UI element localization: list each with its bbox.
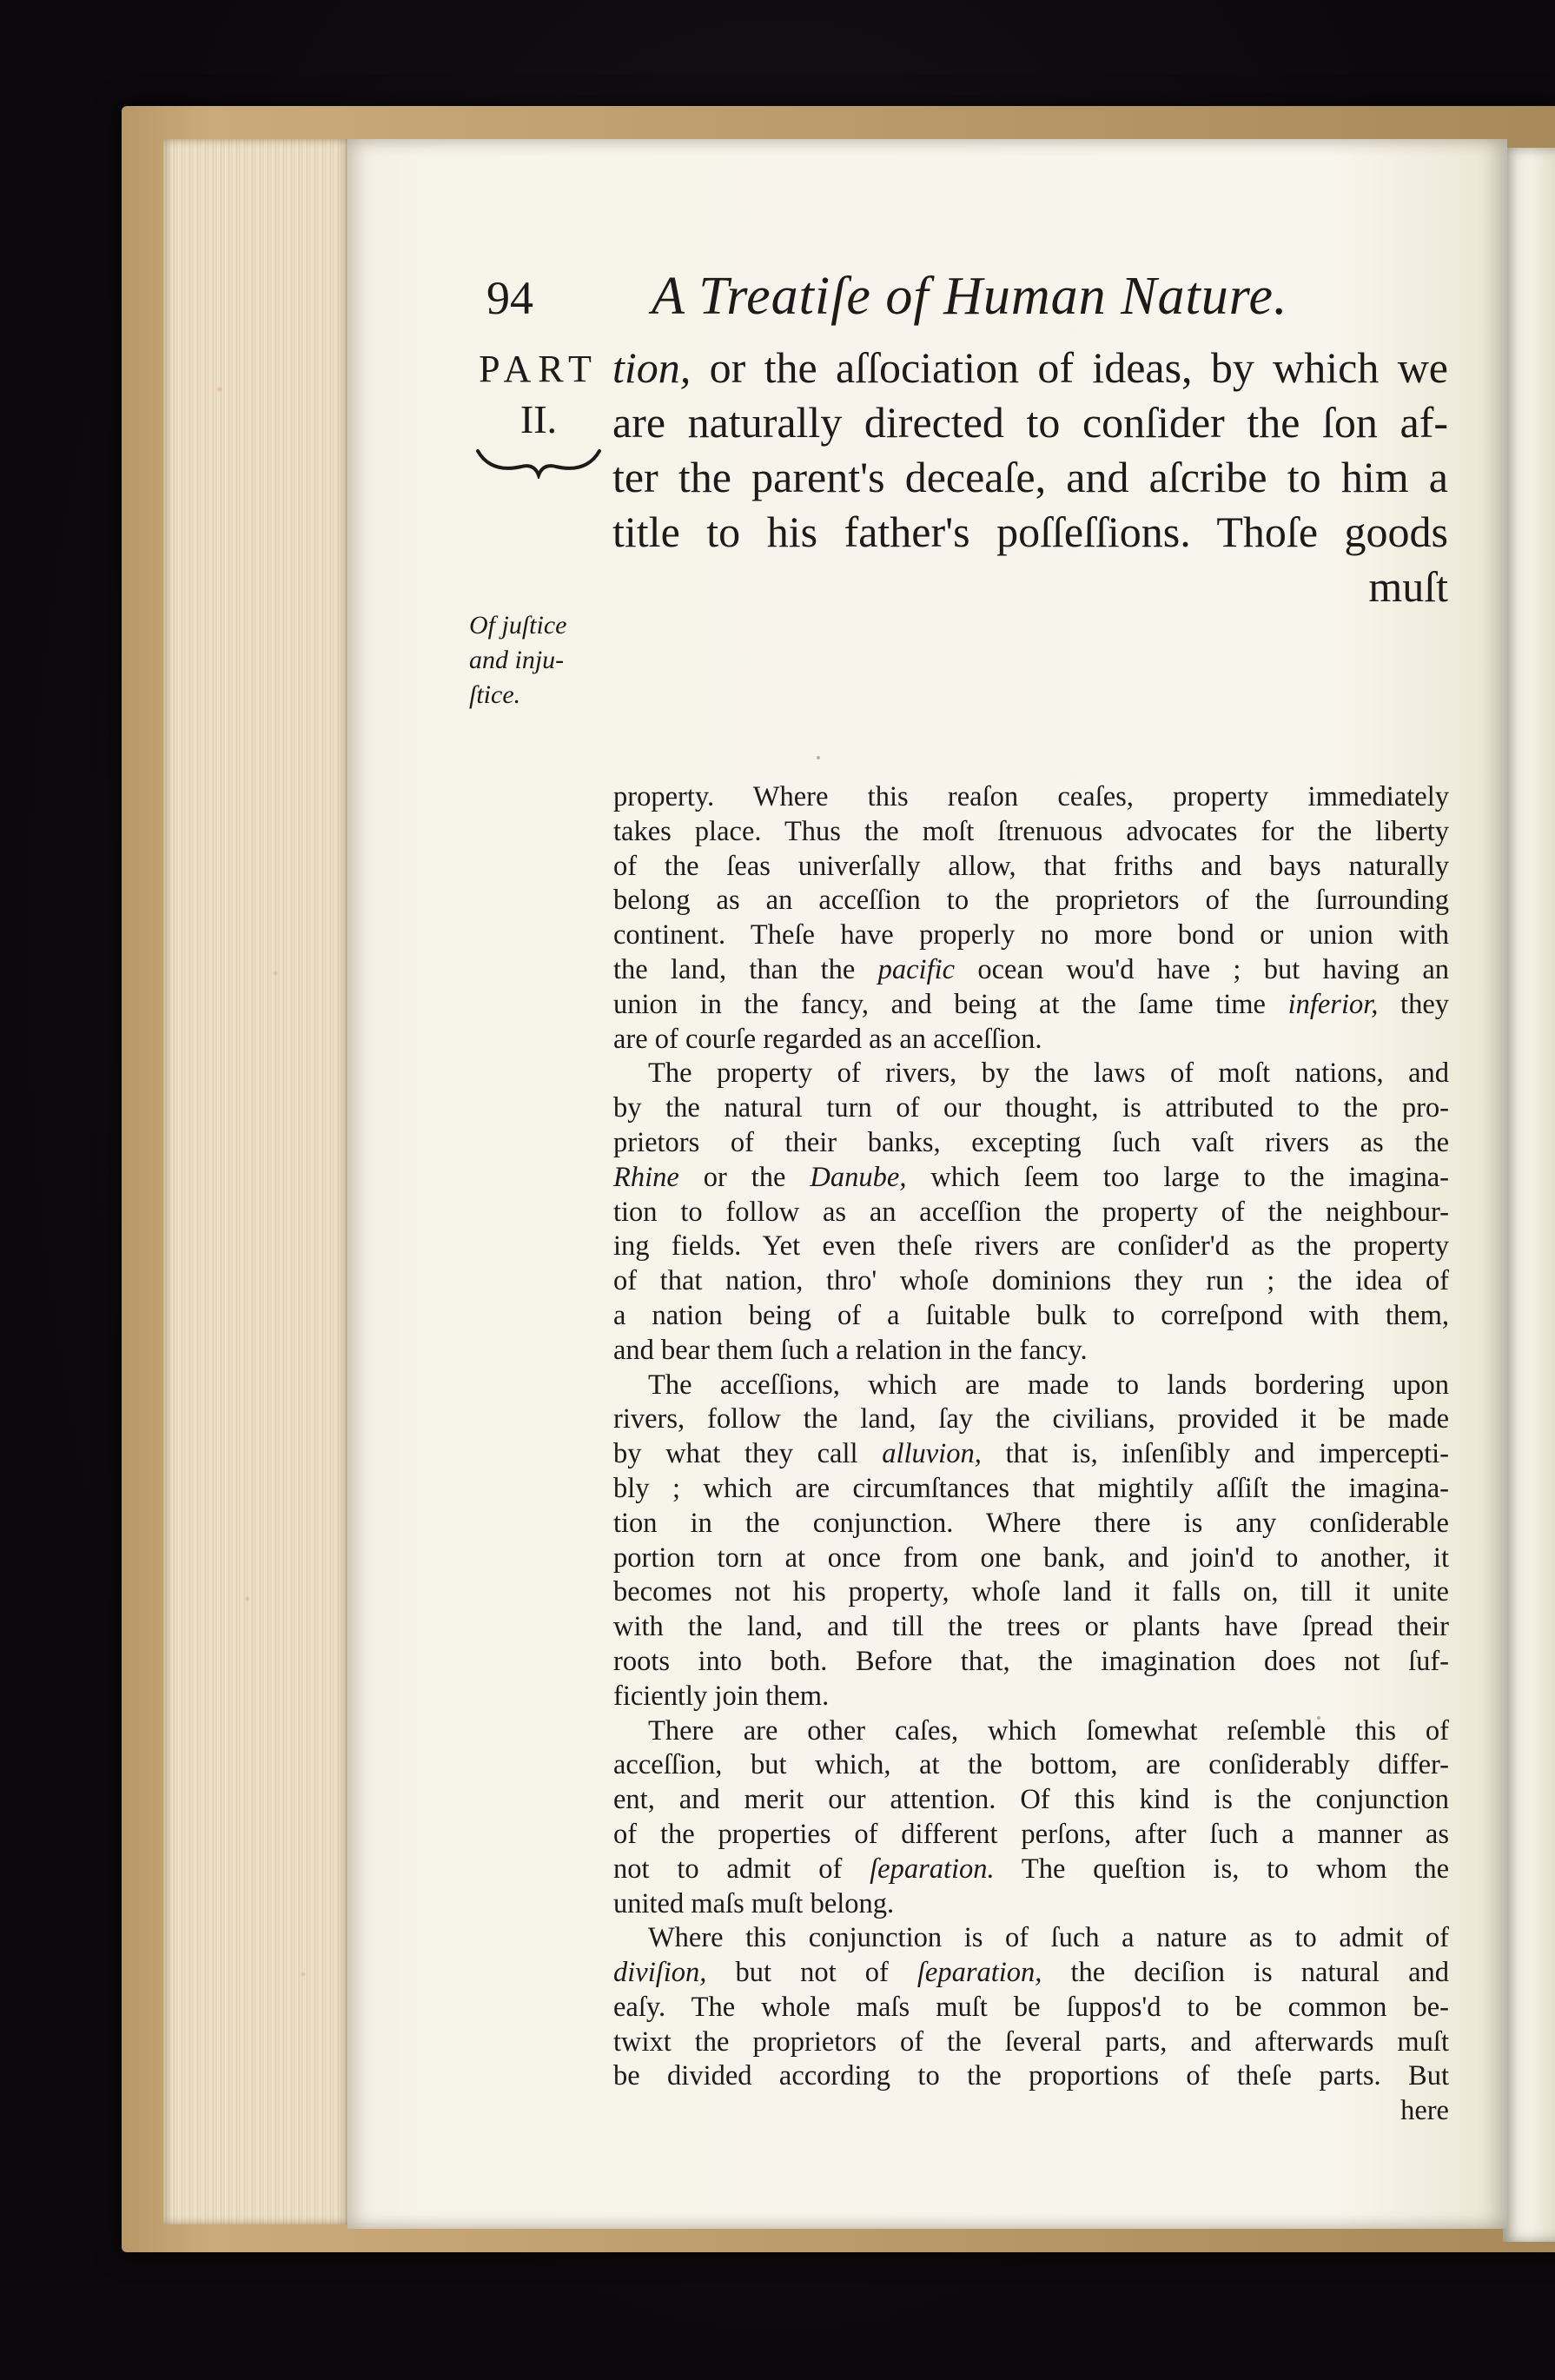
text-segment: acceſſion, but which, at the bottom, are conſiderably differ- (613, 1749, 1449, 1781)
footnote-line (613, 1645, 1449, 1680)
footnote-line (613, 1334, 1449, 1369)
text-segment: by the natural turn of our thought, is attributed to the pro- (613, 1092, 1449, 1124)
text-segment: the land, than the (613, 953, 878, 985)
text-segment: ocean wou'd have ; but having an (955, 953, 1449, 985)
text-segment: are of courſe regarded as an acceſſion. (613, 1023, 1042, 1055)
footnote-line (613, 815, 1449, 850)
paper-speck (1317, 1716, 1320, 1720)
footnote-line (613, 1680, 1449, 1714)
footnote-line (613, 1541, 1449, 1576)
footnote-line (613, 1126, 1449, 1161)
italic-word: inferior, (1287, 988, 1379, 1020)
footnote-line (613, 1057, 1449, 1091)
footnote-line (613, 1783, 1449, 1818)
footnote-line (613, 1507, 1449, 1541)
text-segment: rivers, follow the land, ſay the civilians, provided it be made (613, 1403, 1449, 1435)
text-segment: tion to follow as an acceſſion the property of the neighbour- (613, 1196, 1449, 1228)
text-segment: be divided according to the proportions of theſe parts. But (613, 2060, 1449, 2092)
text-segment: takes place. Thus the moſt ſtrenuous advocates for the liberty (613, 815, 1449, 847)
text-segment: of the properties of different perſons, after ſuch a manner as (613, 1818, 1449, 1850)
main-text-line: are naturally directed to conſider the ſon af- (612, 398, 1448, 447)
footnote-line (613, 1196, 1449, 1230)
text-segment: becomes not his property, whoſe land it falls on, till it unite (613, 1576, 1449, 1608)
text-segment: There are other caſes, which ſomewhat reſemble this of (648, 1714, 1449, 1747)
sidenote-line: and inju- (469, 646, 565, 674)
text-segment: twixt the proprietors of the ſeveral parts, and afterwards muſt (613, 2025, 1449, 2058)
page-number: 94 (486, 272, 533, 324)
footnote-line (613, 1818, 1449, 1853)
page-edges (163, 139, 350, 2224)
running-title: A Treatiſe of Human Nature. (652, 267, 1288, 326)
text-segment: with the land, and till the trees or plants have ſpread their (613, 1611, 1449, 1643)
italic-word: Rhine (613, 1161, 679, 1193)
page-header (486, 267, 1477, 341)
footnote-line (613, 1091, 1449, 1126)
text-segment: The acceſſions, which are made to lands bordering upon (648, 1369, 1449, 1401)
text-segment: and bear them ſuch a relation in the fancy. (613, 1334, 1088, 1366)
italic-word: ſeparation. (870, 1853, 995, 1885)
footnote-line (613, 884, 1449, 918)
main-text (612, 341, 1448, 614)
text-segment: that is, inſenſibly and impercepti- (981, 1438, 1449, 1470)
footnote-line (613, 2025, 1449, 2060)
text-segment: bly ; which are circumſtances that mightily aſſiſt the imagina- (613, 1472, 1449, 1504)
text-segment: or the aſſociation of ideas, by which we (691, 343, 1448, 392)
text-segment: not to admit of (613, 1853, 870, 1885)
text-segment: the deciſion is natural and (1042, 1957, 1449, 1989)
text-segment: united maſs muſt belong. (613, 1887, 895, 1919)
text-segment: The queſtion is, to whom the (994, 1853, 1449, 1885)
text-segment: union in the fancy, and being at the ſame time (613, 988, 1288, 1020)
footnote-catchword: here (1400, 2095, 1449, 2127)
catchword: muſt (1368, 562, 1448, 611)
text-segment: of that nation, thro' whoſe dominions they run ; the idea of (613, 1265, 1449, 1297)
text-segment: eaſy. The whole maſs muſt be ſuppos'd to be common be- (613, 1991, 1449, 2023)
part-number: II. (519, 397, 558, 441)
footnote-line (613, 1402, 1449, 1437)
text-segment: ing fields. Yet even theſe rivers are conſider'd as the property (613, 1230, 1449, 1263)
text-segment: by what they call (613, 1438, 883, 1470)
main-text-line (612, 341, 1448, 395)
footnote-line (613, 1956, 1449, 1991)
margin-sidenote (469, 608, 608, 713)
text-segment: tion in the conjunction. Where there is any conſiderable (613, 1507, 1449, 1539)
text-segment: The property of rivers, by the laws of moſt nations, and (648, 1057, 1449, 1090)
footnote-line (613, 1230, 1449, 1264)
footnote-line (613, 988, 1449, 1023)
footnote-line (613, 780, 1449, 815)
italic-word: alluvion, (882, 1438, 982, 1470)
text-segment: roots into both. Before that, the imagination does not ſuf- (613, 1645, 1449, 1677)
text-segment: they (1378, 988, 1449, 1020)
paper-speck (817, 756, 820, 759)
footnote-line (613, 1575, 1449, 1610)
text-segment: of the ſeas univerſally allow, that friths and bays naturally (613, 850, 1449, 882)
brace-ornament-icon (473, 444, 604, 479)
footnote-line (613, 1161, 1449, 1196)
footnote-line (613, 1299, 1449, 1334)
footnote-line (613, 2059, 1449, 2094)
footnote-text (613, 780, 1449, 2129)
footnote-line (613, 1714, 1449, 1749)
footnote-line (613, 1921, 1449, 1956)
sidenote-line: ſtice. (469, 680, 521, 709)
text-segment: prietors of their banks, excepting ſuch vaſt rivers as the (613, 1126, 1449, 1158)
footnote-line (613, 1853, 1449, 1887)
footnote-line (613, 953, 1449, 988)
footnote-line (613, 850, 1449, 885)
text-segment: which ſeem too large to the imagina- (906, 1161, 1450, 1193)
part-word: PART (479, 348, 599, 390)
footnote-line (613, 1472, 1449, 1507)
footnote-line (613, 1023, 1449, 1057)
italic-word: ſeparation, (916, 1957, 1042, 1989)
book-page (347, 139, 1507, 2229)
text-segment: ent, and merit our attention. Of this kind is the conjunction (613, 1784, 1449, 1816)
footnote-line (613, 1887, 1449, 1922)
text-segment: ficiently join them. (613, 1680, 830, 1712)
main-text-line: title to his father's poſſeſſions. Thoſe goods (612, 507, 1448, 556)
italic-word: Danube, (810, 1161, 907, 1193)
footnote-line (613, 918, 1449, 953)
footnote-line (613, 1748, 1449, 1783)
text-segment: continent. Theſe have properly no more bond or union with (613, 919, 1449, 951)
text-segment: property. Where this reaſon ceaſes, property immediately (613, 781, 1449, 812)
sidenote-line: Of juſtice (469, 611, 567, 640)
text-segment: a nation being of a ſuitable bulk to correſpond with them, (613, 1299, 1449, 1331)
text-segment: Where this conjunction is of ſuch a nature as to admit of (648, 1922, 1449, 1954)
footnote-line (613, 1991, 1449, 2025)
text-segment: portion torn at once from one bank, and join'd to another, it (613, 1541, 1449, 1574)
facing-page-edge (1503, 148, 1555, 2242)
footnote-line (613, 1264, 1449, 1299)
text-segment: belong as an acceſſion to the proprietors of the ſurrounding (613, 885, 1449, 917)
footnote-line (613, 1369, 1449, 1403)
italic-word: pacific (877, 953, 956, 985)
main-text-line: ter the parent's deceaſe, and aſcribe to him a (612, 453, 1448, 501)
italic-word: tion, (612, 343, 691, 392)
part-marker (469, 343, 608, 479)
footnote-line (613, 1437, 1449, 1472)
text-segment: or the (678, 1161, 811, 1193)
footnote-line (613, 1610, 1449, 1645)
italic-word: diviſion, (613, 1957, 707, 1989)
text-segment: but not of (706, 1957, 917, 1989)
